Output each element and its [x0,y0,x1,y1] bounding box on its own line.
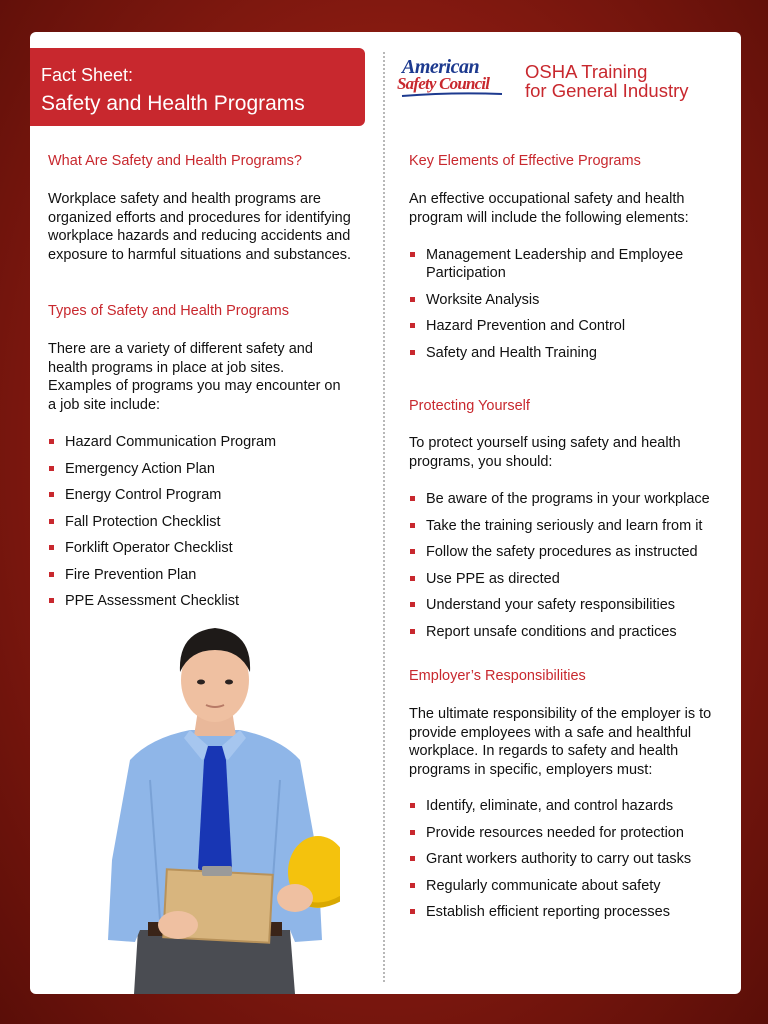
list-item: PPE Assessment Checklist [48,592,368,610]
list-item: Hazard Communication Program [48,433,368,451]
section-heading-protecting-yourself: Protecting Yourself [409,398,530,414]
page-title: Safety and Health Programs [41,92,305,115]
section-body-protecting-yourself: To protect yourself using safety and health programs, you should: [409,435,681,470]
logo-text-safety-council: Safety Council [397,74,490,93]
worker-with-clipboard-and-hardhat-image [90,610,340,994]
section-body-types: There are a variety of different safety and health programs in place at job sites. Examples of programs you may encounter on a job site include: [48,341,341,413]
list-item: Establish efficient reporting processes [409,903,729,921]
list-item: Fire Prevention Plan [48,566,368,584]
program-types-list [48,433,368,619]
list-item: Hazard Prevention and Control [409,317,709,335]
section-heading-key-elements: Key Elements of Effective Programs [409,153,641,169]
list-item: Worksite Analysis [409,291,709,309]
list-item: Grant workers authority to carry out tasks [409,850,729,868]
banner-label: Fact Sheet: [41,65,134,85]
list-item: Management Leadership and Employee Participation [409,246,709,282]
list-item: Use PPE as directed [409,570,729,588]
title-banner [30,48,365,126]
section-heading-what-are: What Are Safety and Health Programs? [48,153,302,169]
logo-swoosh-icon [400,92,504,98]
section-heading-employer-responsibilities: Employer’s Responsibilities [409,668,586,684]
list-item: Report unsafe conditions and practices [409,623,729,641]
list-item: Take the training seriously and learn from it [409,517,729,535]
list-item: Energy Control Program [48,486,368,504]
protecting-yourself-list [409,490,729,649]
column-divider [383,52,385,982]
course-title-line2: for General Industry [525,80,689,101]
key-elements-list [409,246,709,370]
list-item: Fall Protection Checklist [48,513,368,531]
list-item: Follow the safety procedures as instructed [409,543,729,561]
section-body-employer-responsibilities: The ultimate responsibility of the employer is to provide employees with a safe and healthful workplace. In regards to safety and health programs in specific, employers must: [409,706,712,778]
course-title [525,62,689,100]
list-item: Understand your safety responsibilities [409,596,729,614]
fact-sheet-page [30,32,741,994]
list-item: Forklift Operator Checklist [48,539,368,557]
list-item: Emergency Action Plan [48,460,368,478]
list-item: Safety and Health Training [409,344,709,362]
list-item: Provide resources needed for protection [409,824,729,842]
list-item: Regularly communicate about safety [409,877,729,895]
logo-text-american: American [402,56,480,78]
list-item: Identify, eliminate, and control hazards [409,797,729,815]
section-body-key-elements: An effective occupational safety and health program will include the following elements: [409,191,689,226]
section-body-what-are: Workplace safety and health programs are organized efforts and procedures for identifying workplace hazards and reducing accidents and exposure to harmful situations and substances. [48,191,352,263]
course-title-line1: OSHA Training [525,61,648,82]
list-item: Be aware of the programs in your workplace [409,490,729,508]
section-heading-types: Types of Safety and Health Programs [48,303,289,319]
employer-responsibilities-list [409,797,729,930]
american-safety-council-logo [397,56,504,104]
